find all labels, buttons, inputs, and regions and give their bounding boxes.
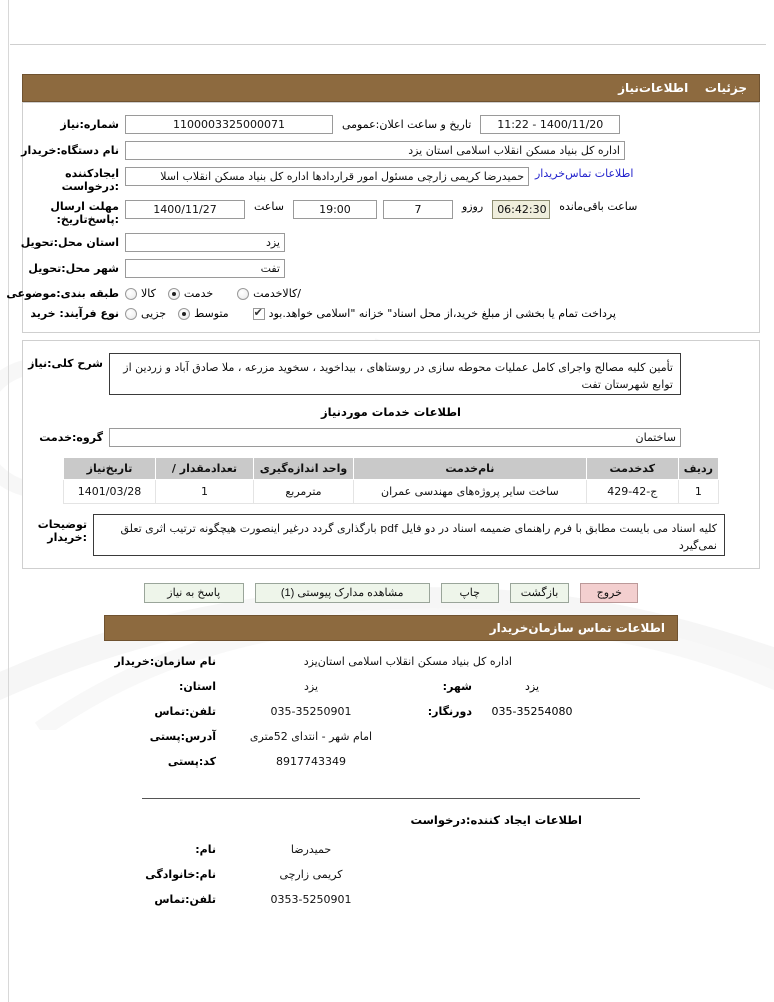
requester-details (104, 843, 678, 924)
col-qty: تعدادمقدار / (156, 458, 254, 480)
buyer-notes-label: توضیحات :خریدار (37, 518, 87, 544)
contact-fax-value: 035-35254080 (491, 705, 573, 718)
contact-city-label: شهر: (442, 680, 472, 693)
contact-org-label: نام سازمان:خریدار (114, 655, 216, 668)
contact-phone-row (142, 705, 640, 718)
services-section-title: اطلاعات خدمات موردنیاز (321, 405, 461, 419)
classification-option-0-label: کالا (141, 287, 156, 300)
buyer-notes-row (35, 514, 747, 556)
contact-city-value: یزد (524, 680, 540, 693)
buyer-contact-link[interactable]: اطلاعات تماس‌خریدار (535, 167, 634, 180)
contact-section (22, 615, 760, 924)
classification-option-kala[interactable] (125, 287, 156, 300)
summary-row (28, 353, 747, 395)
back-button[interactable]: بازگشت (510, 583, 570, 603)
delivery-city-value: تفت (125, 259, 285, 278)
deadline-label-text: مهلت ارسال :پاسخ‌تاریخ: (50, 200, 119, 226)
col-date: تاریخ‌نیاز (64, 458, 156, 480)
classification-option-2-label: /کالاخدمت (253, 287, 301, 300)
delivery-province-label: استان محل:تحویل (20, 236, 119, 249)
radio-khedmat-icon[interactable] (168, 288, 180, 300)
requester-first-name-value: حمیدرضا (290, 843, 332, 856)
services-table-header-row (64, 458, 719, 480)
buyer-notes-text: کلیه اسناد می بایست مطابق با فرم راهنمای ضمیمه اسناد در دو فایل pdf بارگذاری گردد درغیر اینصورت هیچگونه ترتیب اثری تعلق نمی‌گیرد (93, 514, 725, 556)
treasury-bond-checkbox-wrap[interactable] (253, 307, 616, 320)
need-summary-panel (22, 340, 760, 569)
classification-row (6, 287, 747, 300)
summary-text: تأمین کلیه مصالح واجرای کامل عملیات محوطه سازی در روستاهای ، بیداخوید ، سخوید مزرعه ، ملا صادق آباد و زردین از توابع شهرستان تفت (109, 353, 681, 395)
announce-label: تاریخ و ساعت اعلان:عمومی (342, 118, 472, 131)
cell-unit: مترمربع (254, 480, 354, 504)
cell-name: ساخت سایر پروژه‌های مهندسی عمران (354, 480, 587, 504)
countdown-timer-value: 06:42:30 (492, 200, 550, 219)
col-name: نام‌خدمت (354, 458, 587, 480)
countdown-label: ساعت باقی‌مانده (559, 200, 638, 213)
days-remaining-value: 7 (383, 200, 453, 219)
cell-code: ج-42-429 (586, 480, 678, 504)
contact-address-label: آدرس:پستی (149, 730, 216, 743)
col-row: ردیف (678, 458, 718, 480)
days-remaining-label: روزو (461, 200, 484, 213)
need-number-row (35, 115, 747, 134)
requester-phone-label: تلفن:تماس (154, 893, 216, 906)
requester-first-name-row (142, 843, 640, 856)
cell-row: 1 (678, 480, 718, 504)
delivery-city-label: شهر محل:تحویل (28, 262, 119, 275)
delivery-province-row (20, 233, 747, 252)
process-option-motevaset[interactable] (178, 307, 229, 320)
respond-to-need-button[interactable]: پاسخ به نیاز (144, 583, 244, 603)
process-option-jozei[interactable] (125, 307, 166, 320)
contact-province-row (142, 680, 640, 693)
service-group-value: ساختمان (109, 428, 681, 447)
creator-value: حمیدرضا کریمی زارچی مسئول امور قراردادها اداره کل بنیاد مسکن انقلاب اسلا (125, 167, 529, 186)
contact-address-value: امام شهر - انتدای 52متری (249, 730, 373, 743)
col-unit: واحد اندازه‌گیری (254, 458, 354, 480)
requester-last-name-label: نام:خانوادگی (145, 868, 216, 881)
creator-row (35, 167, 747, 193)
requester-last-name-value: کریمی زارچی (279, 868, 343, 881)
services-table-wrap (63, 457, 719, 504)
need-number-value: 1100003325000071 (125, 115, 333, 134)
buyer-org-label: نام دستگاه:خریدار (21, 144, 119, 157)
delivery-city-row (28, 259, 747, 278)
summary-label: شرح کلی:نیاز (28, 357, 103, 370)
need-info-panel (6, 102, 760, 333)
contact-org-row (114, 655, 640, 668)
contact-divider (142, 798, 640, 799)
process-type-row (30, 307, 747, 320)
creator-label (35, 167, 119, 193)
cell-date: 1401/03/28 (64, 480, 156, 504)
contact-phone-label: تلفن:تماس (154, 705, 216, 718)
action-button-bar (22, 583, 760, 603)
deadline-label (35, 200, 119, 226)
requester-last-name-row (142, 868, 640, 881)
col-code: کدخدمت (586, 458, 678, 480)
table-row (64, 480, 719, 504)
contact-postal-label: کد:پستی (167, 755, 216, 768)
buyer-org-value: اداره کل بنیاد مسکن انقلاب اسلامی استان یزد (125, 141, 625, 160)
contact-address-row (142, 730, 640, 743)
contact-fax-label: دورنگار: (427, 705, 472, 718)
buyer-contact-details (104, 641, 678, 786)
cell-qty: 1 (156, 480, 254, 504)
contact-phone-value: 035-35250901 (270, 705, 352, 718)
deadline-date-value: 1400/11/27 (125, 200, 245, 219)
classification-option-1-label: خدمت (183, 287, 214, 300)
need-details-header-band (22, 74, 760, 102)
deadline-time-value: 19:00 (293, 200, 377, 219)
service-group-label: گروه:خدمت (39, 431, 103, 444)
requester-first-name-label: نام: (195, 843, 216, 856)
treasury-bond-checkbox-label: پرداخت تمام یا بخشی از مبلغ خرید،از محل اسناد" خزانه "اسلامی خواهد.بود (268, 307, 616, 320)
service-group-row (35, 428, 747, 447)
radio-kala-icon[interactable] (125, 288, 137, 300)
classification-option-khedmat[interactable] (168, 287, 213, 300)
delivery-province-value: یزد (125, 233, 285, 252)
process-option-1-label: متوسط (194, 307, 229, 320)
print-button[interactable]: چاپ (441, 583, 499, 603)
creator-label-text: ایجادکننده :درخواست (61, 167, 119, 193)
classification-option-kala-khedmat[interactable] (237, 287, 301, 300)
need-number-label: شماره:نیاز (60, 118, 119, 131)
announce-datetime-value: 1400/11/20 - 11:22 (480, 115, 620, 134)
deadline-row (35, 200, 747, 226)
contact-postal-value: 8917743349 (276, 755, 346, 768)
contact-province-label: استان: (179, 680, 216, 693)
requester-phone-row (142, 893, 640, 906)
requester-section-title: اطلاعات ایجاد کننده:درخواست (410, 813, 582, 827)
deadline-time-label: ساعت (254, 200, 284, 213)
process-type-label: نوع فرآیند: خرید (30, 307, 119, 320)
page-top-divider (10, 44, 766, 45)
view-attachments-button[interactable]: مشاهده مدارک پیوستی (1) (255, 583, 430, 603)
exit-button[interactable]: خروج (580, 583, 638, 603)
requester-phone-value: 0353-5250901 (270, 893, 352, 906)
contact-province-value: یزد (303, 680, 319, 693)
radio-jozei-icon[interactable] (125, 308, 137, 320)
radio-motevaset-icon[interactable] (178, 308, 190, 320)
treasury-bond-checkbox-icon[interactable] (253, 308, 265, 320)
contact-postal-row (142, 755, 640, 768)
contact-org-value: اداره کل بنیاد مسکن انقلاب اسلامی استان‌یزد (303, 655, 512, 668)
process-option-0-label: جزیی (141, 307, 167, 320)
radio-kala-khedmat-icon[interactable] (237, 288, 249, 300)
services-table (63, 457, 719, 504)
buyer-org-row (21, 141, 747, 160)
tab-need-info[interactable]: اطلاعات‌نیاز (618, 81, 689, 95)
tab-details[interactable]: جزئیات (704, 81, 747, 95)
classification-label: طبقه بندی:موضوعی (6, 287, 119, 300)
page-content (0, 74, 774, 924)
buyer-contact-header-band: اطلاعات تماس سازمان‌خریدار (104, 615, 678, 641)
